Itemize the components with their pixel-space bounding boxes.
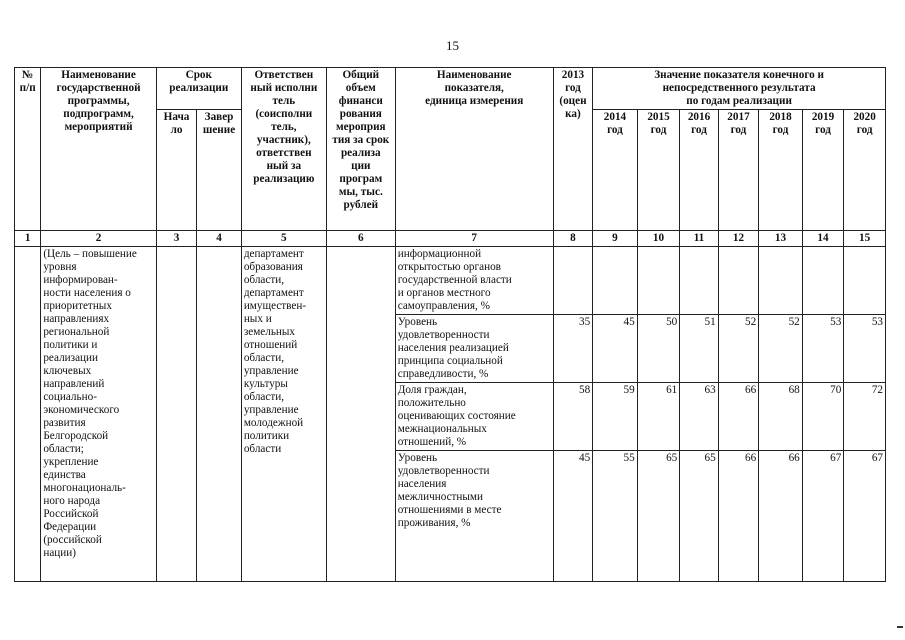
column-number: 5 [241,231,326,247]
value-cell: 55 [593,451,638,582]
value-cell: 66 [718,383,759,451]
header-year-2019: 2019 год [802,110,844,231]
header-start: Нача ло [156,110,197,231]
value-cell: 63 [680,383,718,451]
value-cell [759,247,803,315]
page-number: 15 [446,38,459,53]
column-number: 14 [802,231,844,247]
row-no-cell [15,247,41,582]
value-2013-cell: 35 [553,315,592,383]
value-cell [637,247,680,315]
value-cell: 51 [680,315,718,383]
value-cell: 72 [844,383,886,451]
end-cell [197,247,242,582]
header-year-2018: 2018 год [759,110,803,231]
start-cell [156,247,197,582]
header-no: № п/п [15,68,41,231]
column-number: 11 [680,231,718,247]
indicator-cell: информационной открытостью органов государственной власти и органов местного самоуправления, % [395,247,553,315]
program-name-cell: (Цель – повышение уровня информирован- ности населения о приоритетных направлениях региональной политики и реализации ключевых направлений социально- экономического развития Белгородской области; укрепление единства многонациональ- ного народа Российской Федерации (российской нации) [41,247,156,582]
column-number: 1 [15,231,41,247]
responsible-cell: департамент образования области, департамент имуществен- ных и земельных отношений области, управление культуры области, управление молодежной политики области [241,247,326,582]
column-number: 3 [156,231,197,247]
value-cell [844,247,886,315]
indicator-cell: Уровень удовлетворенности населения реализацией принципа социальной справедливости, % [395,315,553,383]
value-2013-cell [553,247,592,315]
header-indicator: Наименование показателя, единица измерения [395,68,553,231]
column-number: 6 [326,231,395,247]
value-cell [802,247,844,315]
header-year-2015: 2015 год [637,110,680,231]
value-cell: 67 [844,451,886,582]
column-number: 12 [718,231,759,247]
header-year-2014: 2014 год [593,110,638,231]
column-number: 9 [593,231,638,247]
column-number: 8 [553,231,592,247]
header-2013: 2013 год (оцен ка) [553,68,592,231]
value-cell [593,247,638,315]
header-values: Значение показателя конечного и непосредственного результата по годам реализации [593,68,886,110]
value-cell: 61 [637,383,680,451]
table-row [15,247,886,315]
value-cell [718,247,759,315]
value-cell: 45 [593,315,638,383]
value-cell [680,247,718,315]
column-number: 7 [395,231,553,247]
value-cell: 53 [844,315,886,383]
header-year-2020: 2020 год [844,110,886,231]
header-year-2016: 2016 год [680,110,718,231]
value-cell: 66 [759,451,803,582]
header-row-1 [15,68,886,110]
value-cell: 70 [802,383,844,451]
value-cell: 50 [637,315,680,383]
value-2013-cell: 45 [553,451,592,582]
value-2013-cell: 58 [553,383,592,451]
value-cell: 65 [680,451,718,582]
value-cell: 68 [759,383,803,451]
header-year-2017: 2017 год [718,110,759,231]
value-cell: 52 [718,315,759,383]
value-cell: 52 [759,315,803,383]
indicator-cell: Доля граждан, положительно оценивающих состояние межнациональных отношений, % [395,383,553,451]
column-number: 4 [197,231,242,247]
value-cell: 53 [802,315,844,383]
value-cell: 66 [718,451,759,582]
column-number: 15 [844,231,886,247]
column-number: 13 [759,231,803,247]
indicators-table [14,67,886,582]
edge-mark [897,626,903,628]
value-cell: 59 [593,383,638,451]
column-number: 2 [41,231,156,247]
column-number-row [15,231,886,247]
value-cell: 67 [802,451,844,582]
header-end: Завер шение [197,110,242,231]
header-name: Наименование государственной программы, подпрограмм, мероприятий [41,68,156,231]
indicator-cell: Уровень удовлетворенности населения межличностными отношениями в месте проживания, % [395,451,553,582]
header-volume: Общий объем финанси рования мероприя тия за срок реализа ции програм мы, тыс. рублей [326,68,395,231]
value-cell: 65 [637,451,680,582]
header-responsible: Ответствен ный исполни тель (соисполни тель, участник), ответствен ный за реализацию [241,68,326,231]
header-term: Срок реализации [156,68,241,110]
volume-cell [326,247,395,582]
column-number: 10 [637,231,680,247]
